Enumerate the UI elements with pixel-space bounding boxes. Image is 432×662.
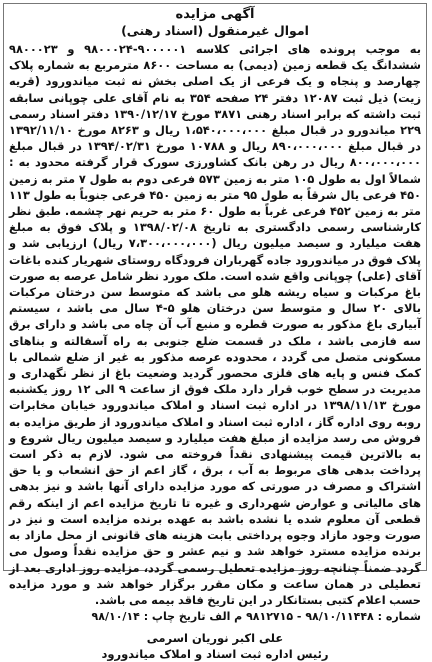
notice-number-date: شماره : ۹۸/۱۰/۱۱۴۴۸ - ۹۸۱۲۷۱۵ م الف تاریخ چاپ : ۹۸/۱۰/۱۴ xyxy=(91,610,421,624)
notice-title: آگهی مزایده xyxy=(175,7,255,22)
signature-title: رئیس اداره ثبت اسناد و املاک میاندورود xyxy=(101,647,329,662)
notice-body: به موجب پرونده های اجرائی کلاسه ۹۰۰۰۰۰۱-۹۸۰۰۰۲۴ و ۹۸۰۰۰۲۳ ششدانگ یک قطعه زمین (دیمی) به مساحت ۸۶۰۰ مترمربع به شماره پلاک چهارصد و پنجاه و یک فرعی از یک اصلی بخش نه ثبت میاندورود (قریه زیت) ذیل ثبت ۱۲۰۸۷ دفتر ۲۴ صفحه ۳۵۴ به نام آقای علی چوپانی سابقه ثبت داشته که برابر اسناد رهنی ۳۸۷۱ مورخ ۱۳۹۰/۱۲/۱۷ دفتر اسناد رسمی ۲۲۹ میاندورو در قبال مبلغ ۱،۵۴۰،۰۰۰،۰۰۰ ریال و ۸۲۶۳ مورخ ۱۳۹۲/۱۱/۱۰ در قبال مبلغ ۸۹۰،۰۰۰،۰۰۰ ریال و ۱۰۷۸۸ مورخ ۱۳۹۴/۰۲/۳۱ در قبال مبلغ ۸۰۰،۰۰۰،۰۰۰ ریال در رهن بانک کشاورزی سورک قرار گرفته محدود به : شمالاً اول به طول ۱۰۵ متر به زمین ۵۷۳ فرعی دوم به طول ۷ متر به زمین ۴۵۰ فرعی یال شرقاً به طول ۹۵ متر به زمین ۴۵۰ فرعی جنوباً به طول ۱۱۳ متر به زمین ۴۵۲ فرعی غرباً به طول ۶۰ متر به حریم نهر چشمه. طبق نظر کارشناسی رسمی دادگستری به تاریخ ۱۳۹۸/۰۲/۰۸ و پلاک فوق به مبلغ هفت میلیارد و سیصد میلیون ریال (۷،۳۰۰،۰۰۰،۰۰۰ ریال) ارزیابی شد و پلاک فوق در میاندورود جاده گهرباران فرودگاه روستای شهریار کنده باغات آقای (علی) چوپانی واقع شده است. ملک مورد نظر شامل عرصه به صورت باغ مرکبات و سیاه ریشه هلو می باشد که متوسط سن درختان مرکبات بالای ۲۰ سال و متوسط سن درختان هلو ۵-۴ سال می باشد ، سیستم آبیاری باغ مذکور به صورت قطره و منبع آب آن چاه می باشد و دارای برق سه فازمی باشد ، ملک در قسمت ضلع جنوبی به راه آسفالته و بناهای مسکونی متصل می گردد ، محدوده عرصه مذکور به غیر از ضلع شمالی با کمک فنس و پایه های فلزی محصور گردید وضعیت باغ از نظر نگهداری و مدیریت در سطح خوب قرار دارد ملک فوق از ساعت ۹ الی ۱۲ روز یکشنبه مورخ ۱۳۹۸/۱۱/۱۳ در اداره ثبت اسناد و املاک میاندورود خیابان مخابرات روبه روی اداره گاز ، اداره ثبت اسناد و املاک میاندورود از طریق مزایده به فروش می رسد مزایده از مبلغ هفت میلیارد و سیصد میلیون ریال شروع و به بالاترین قیمت پیشنهادی نقداً فروخته می شود. لازم به ذکر است پرداخت بدهی های مربوط به آب ، برق ، گاز اعم از حق انشعاب و یا حق اشتراک و مصرف در صورتی که مورد مزایده دارای آنها باشد و نیز بدهی های مالیاتی و عوارض شهرداری و غیره تا تاریخ مزایده اعم از اینکه رقم قطعی آن معلوم شده یا نشده باشد به عهده برنده مزایده است و نیز در صورت وجود مازاد وجوه پرداختی بابت هزینه های قانونی از محل مازاد به برنده مزایده مسترد خواهد شد و نیم عشر و حق مزایده نقداً وصول می گردد ضمناً چنانچه روز مزایده تعطیل رسمی گردد، مزایده روز اداری بعد از تعطیلی در همان ساعت و مکان مقرر برگزار خواهد شد و مورد مزایده حسب اعلام کتبی بستانکار در این تاریخ فاقد بیمه می باشد. xyxy=(9,42,422,607)
auction-notice xyxy=(3,3,427,662)
signature-block xyxy=(9,630,421,662)
signature-name: علی اکبر نوریان اسرمی xyxy=(146,631,284,646)
notice-subtitle: اموال غیرمنقول (اسناد رهنی) xyxy=(121,23,309,38)
